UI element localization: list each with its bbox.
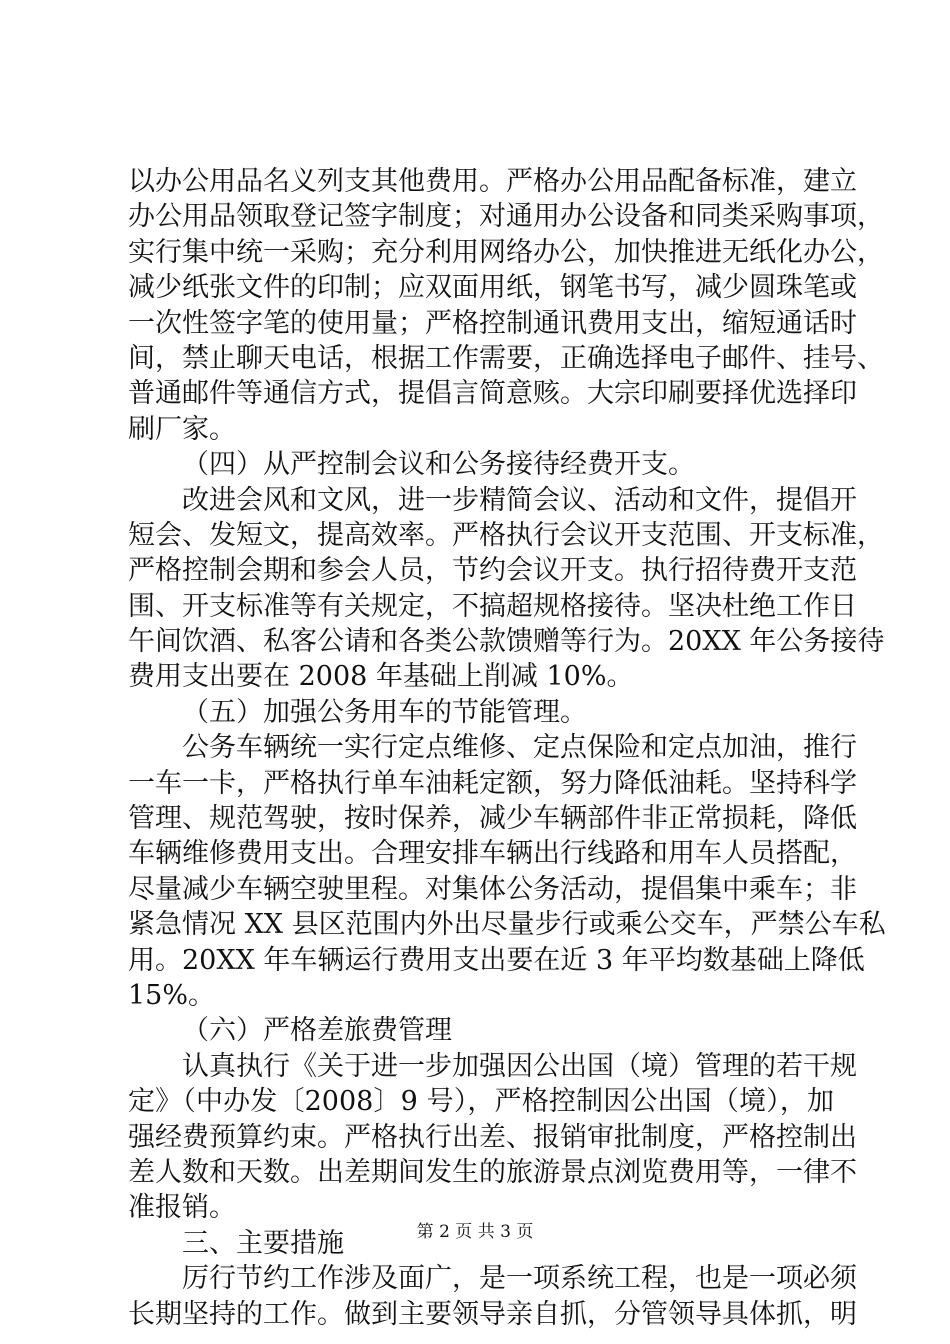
text-line: 长期坚持的工作。做到主要领导亲自抓，分管领导具体抓，明 <box>128 1298 857 1330</box>
text-line: （四）从严控制会议和公务接待经费开支。 <box>182 449 695 481</box>
text-line: 一次性签字笔的使用量；严格控制通讯费用支出，缩短通话时 <box>128 307 857 339</box>
text-line: 认真执行《关于进一步加强因公出国（境）管理的若干规 <box>182 1050 857 1082</box>
page-number-footer: 第 2 页 共 3 页 <box>416 1222 534 1242</box>
text-line: 刷厂家。 <box>128 413 236 445</box>
text-line: 紧急情况 XX 县区范围内外出尽量步行或乘公交车，严禁公车私 <box>128 909 886 941</box>
text-line: 改进会风和文风，进一步精简会议、活动和文件，提倡开 <box>182 484 857 516</box>
text-line: 午间饮酒、私客公请和各类公款馈赠等行为。20XX 年公务接待 <box>128 626 885 658</box>
text-line: 以办公用品名义列支其他费用。严格办公用品配备标准，建立 <box>128 166 857 197</box>
text-line: 一车一卡，严格执行单车油耗定额，努力降低油耗。坚持科学 <box>128 767 857 799</box>
text-line: 强经费预算约束。严格执行出差、报销审批制度，严格控制出 <box>128 1121 857 1153</box>
text-line: 厉行节约工作涉及面广，是一项系统工程，也是一项必须 <box>182 1263 857 1295</box>
text-line: 短会、发短文，提高效率。严格执行会议开支范围、开支标准， <box>128 519 884 551</box>
text-line: 普通邮件等通信方式，提倡言简意赅。大宗印刷要择优选择印 <box>128 378 857 410</box>
text-line: 管理、规范驾驶，按时保养，减少车辆部件非正常损耗，降低 <box>128 803 857 835</box>
text-line: 车辆维修费用支出。合理安排车辆出行线路和用车人员搭配， <box>128 838 857 870</box>
text-line: 减少纸张文件的印制；应双面用纸，钢笔书写，减少圆珠笔或 <box>128 272 857 304</box>
text-line: 用。20XX 年车辆运行费用支出要在近 3 年平均数基础上降低 <box>128 944 865 976</box>
text-line: 15%。 <box>128 979 216 1011</box>
text-line: 费用支出要在 2008 年基础上削减 10%。 <box>128 661 634 693</box>
text-line: 定》（中办发〔2008〕9 号），严格控制因公出国（境），加 <box>128 1086 834 1118</box>
text-line: 围、开支标准等有关规定，不搞超规格接待。坚决杜绝工作日 <box>128 590 857 622</box>
text-line: 差人数和天数。出差期间发生的旅游景点浏览费用等，一律不 <box>128 1156 857 1188</box>
text-line: 公务车辆统一实行定点维修、定点保险和定点加油，推行 <box>182 732 857 764</box>
body-text <box>128 164 886 1332</box>
text-line: 三、主要措施 <box>182 1227 344 1259</box>
text-line: （六）严格差旅费管理 <box>182 1015 452 1047</box>
text-line: 严格控制会期和参会人员，节约会议开支。执行招待费开支范 <box>128 555 857 587</box>
text-line: 办公用品领取登记签字制度；对通用办公设备和同类采购事项， <box>128 201 884 233</box>
text-line: 实行集中统一采购；充分利用网络办公，加快推进无纸化办公， <box>128 236 884 268</box>
text-line: （五）加强公务用车的节能管理。 <box>182 696 587 728</box>
text-line: 准报销。 <box>128 1192 236 1224</box>
text-line: 尽量减少车辆空驶里程。对集体公务活动，提倡集中乘车；非 <box>128 873 857 905</box>
text-line: 间，禁止聊天电话，根据工作需要，正确选择电子邮件、挂号、 <box>128 342 884 374</box>
